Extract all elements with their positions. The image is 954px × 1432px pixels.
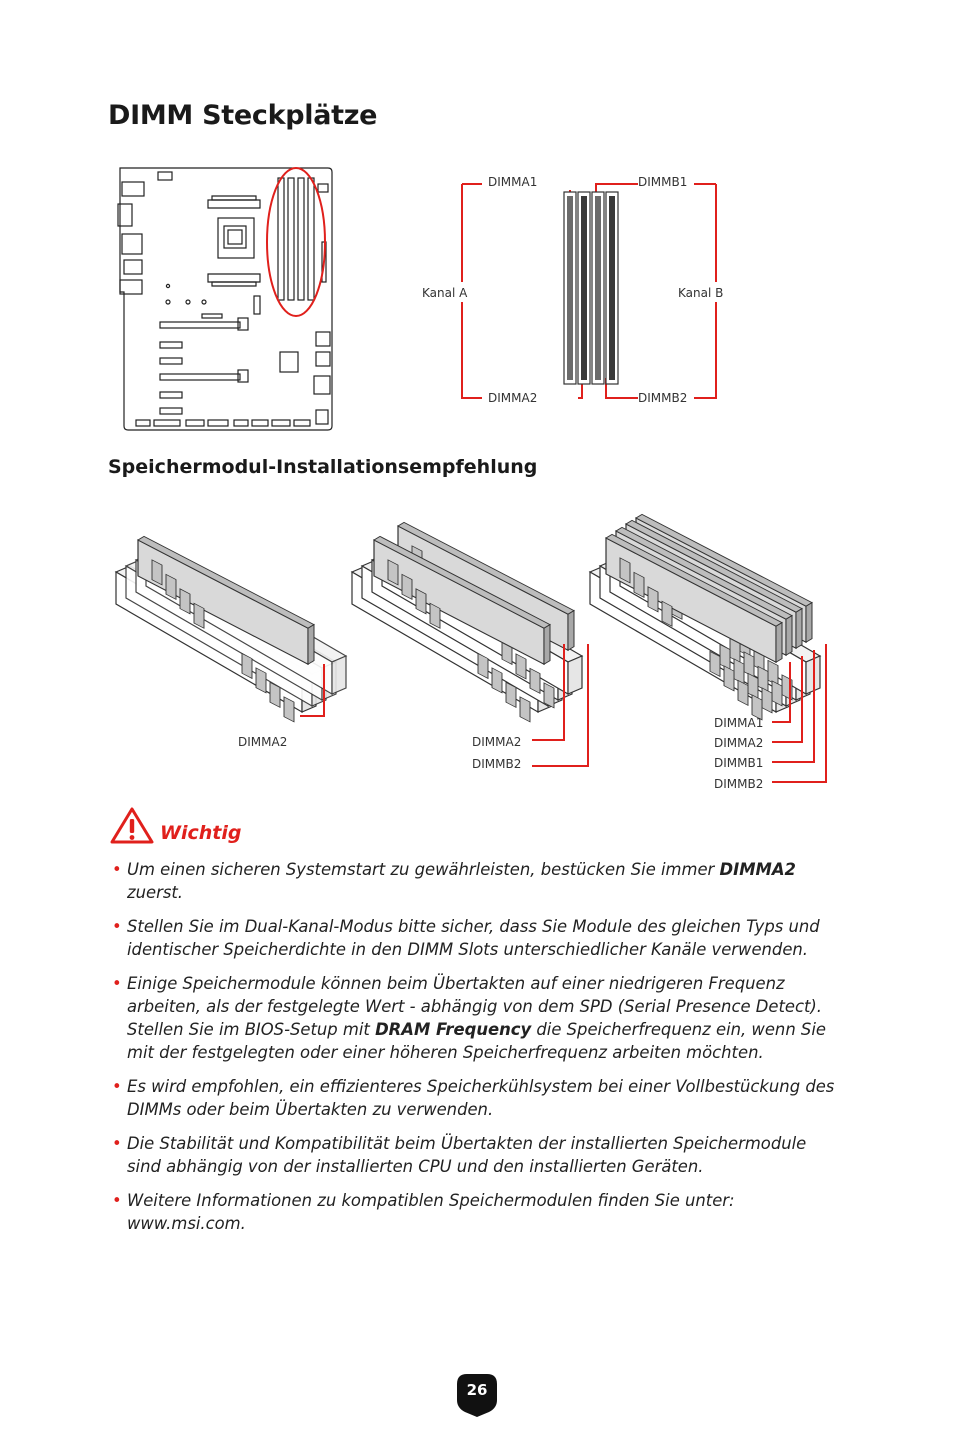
- bullet: •: [112, 1191, 122, 1210]
- slot-channel-diagram: [420, 172, 740, 412]
- note-emphasis: DIMMA2: [719, 860, 796, 879]
- note-item: [112, 858, 842, 904]
- label-dimmb1: DIMMB1: [638, 175, 688, 189]
- install-four-dimmb2: DIMMB2: [714, 777, 764, 791]
- label-dimma1: DIMMA1: [488, 175, 538, 189]
- label-kanal-b: Kanal B: [678, 286, 724, 300]
- section-subtitle: Speichermodul-Installationsempfehlung: [108, 456, 538, 478]
- warning-icon: [109, 806, 155, 846]
- note-text: zuerst.: [127, 883, 183, 902]
- label-kanal-a: Kanal A: [422, 286, 468, 300]
- bullet: •: [112, 1077, 122, 1096]
- important-notes-list: [112, 858, 842, 1246]
- label-dimmb2: DIMMB2: [638, 391, 688, 405]
- note-text: Um einen sicheren Systemstart zu gewährleisten, bestücken Sie immer: [127, 860, 720, 879]
- install-two-dimma2: DIMMA2: [472, 735, 522, 749]
- note-item: [112, 972, 842, 1064]
- install-four-dimmb1: DIMMB1: [714, 756, 764, 770]
- install-two-dimmb2: DIMMB2: [472, 757, 522, 771]
- bullet: •: [112, 917, 122, 936]
- install-four-dimma1: DIMMA1: [714, 716, 764, 730]
- important-label: Wichtig: [160, 822, 242, 844]
- install-four-modules: [590, 514, 820, 719]
- page-number: 26: [466, 1381, 488, 1399]
- install-one-module: [116, 536, 346, 721]
- note-text: die Speicherfrequenz ein, wenn Sie mit der festgelegten oder einer höheren Speicherfrequenz arbeiten möchten.: [127, 1020, 826, 1062]
- note-item: [112, 1075, 842, 1121]
- note-item: [112, 1189, 842, 1235]
- note-item: [112, 1132, 842, 1178]
- bullet: •: [112, 1134, 122, 1153]
- bullet: •: [112, 974, 122, 993]
- bullet: •: [112, 860, 122, 879]
- install-four-dimma2: DIMMA2: [714, 736, 764, 750]
- install-one-dimma2: DIMMA2: [238, 735, 288, 749]
- note-text: Stellen Sie im Dual-Kanal-Modus bitte sicher, dass Sie Module des gleichen Typs und identischer Speicherdichte in den DIMM Slots unterschiedlicher Kanäle verwenden.: [127, 917, 820, 959]
- label-dimma2: DIMMA2: [488, 391, 538, 405]
- install-two-modules: [352, 522, 582, 721]
- note-text: Es wird empfohlen, ein effizienteres Speicherkühlsystem bei einer Vollbestückung des DIMMs oder beim Übertakten zu verwenden.: [127, 1077, 835, 1119]
- motherboard-diagram: [110, 162, 350, 437]
- note-text: Weitere Informationen zu kompatiblen Speichermodulen finden Sie unter: www.msi.com.: [127, 1191, 735, 1233]
- note-text: Die Stabilität und Kompatibilität beim Übertakten der installierten Speichermodule sind abhängig von der installierten CPU und den installierten Geräten.: [127, 1134, 807, 1176]
- note-emphasis: DRAM Frequency: [375, 1020, 532, 1039]
- note-text: Einige Speichermodule können beim Übertakten auf einer niedrigeren Frequenz arbeiten, als der festgelegte Wert - abhängig von dem SPD (Serial Presence Detect). Stellen Sie im BIOS-Setup mit: [127, 974, 823, 1039]
- install-diagram: [108, 512, 848, 802]
- note-item: [112, 915, 842, 961]
- page-title: DIMM Steckplätze: [108, 100, 378, 131]
